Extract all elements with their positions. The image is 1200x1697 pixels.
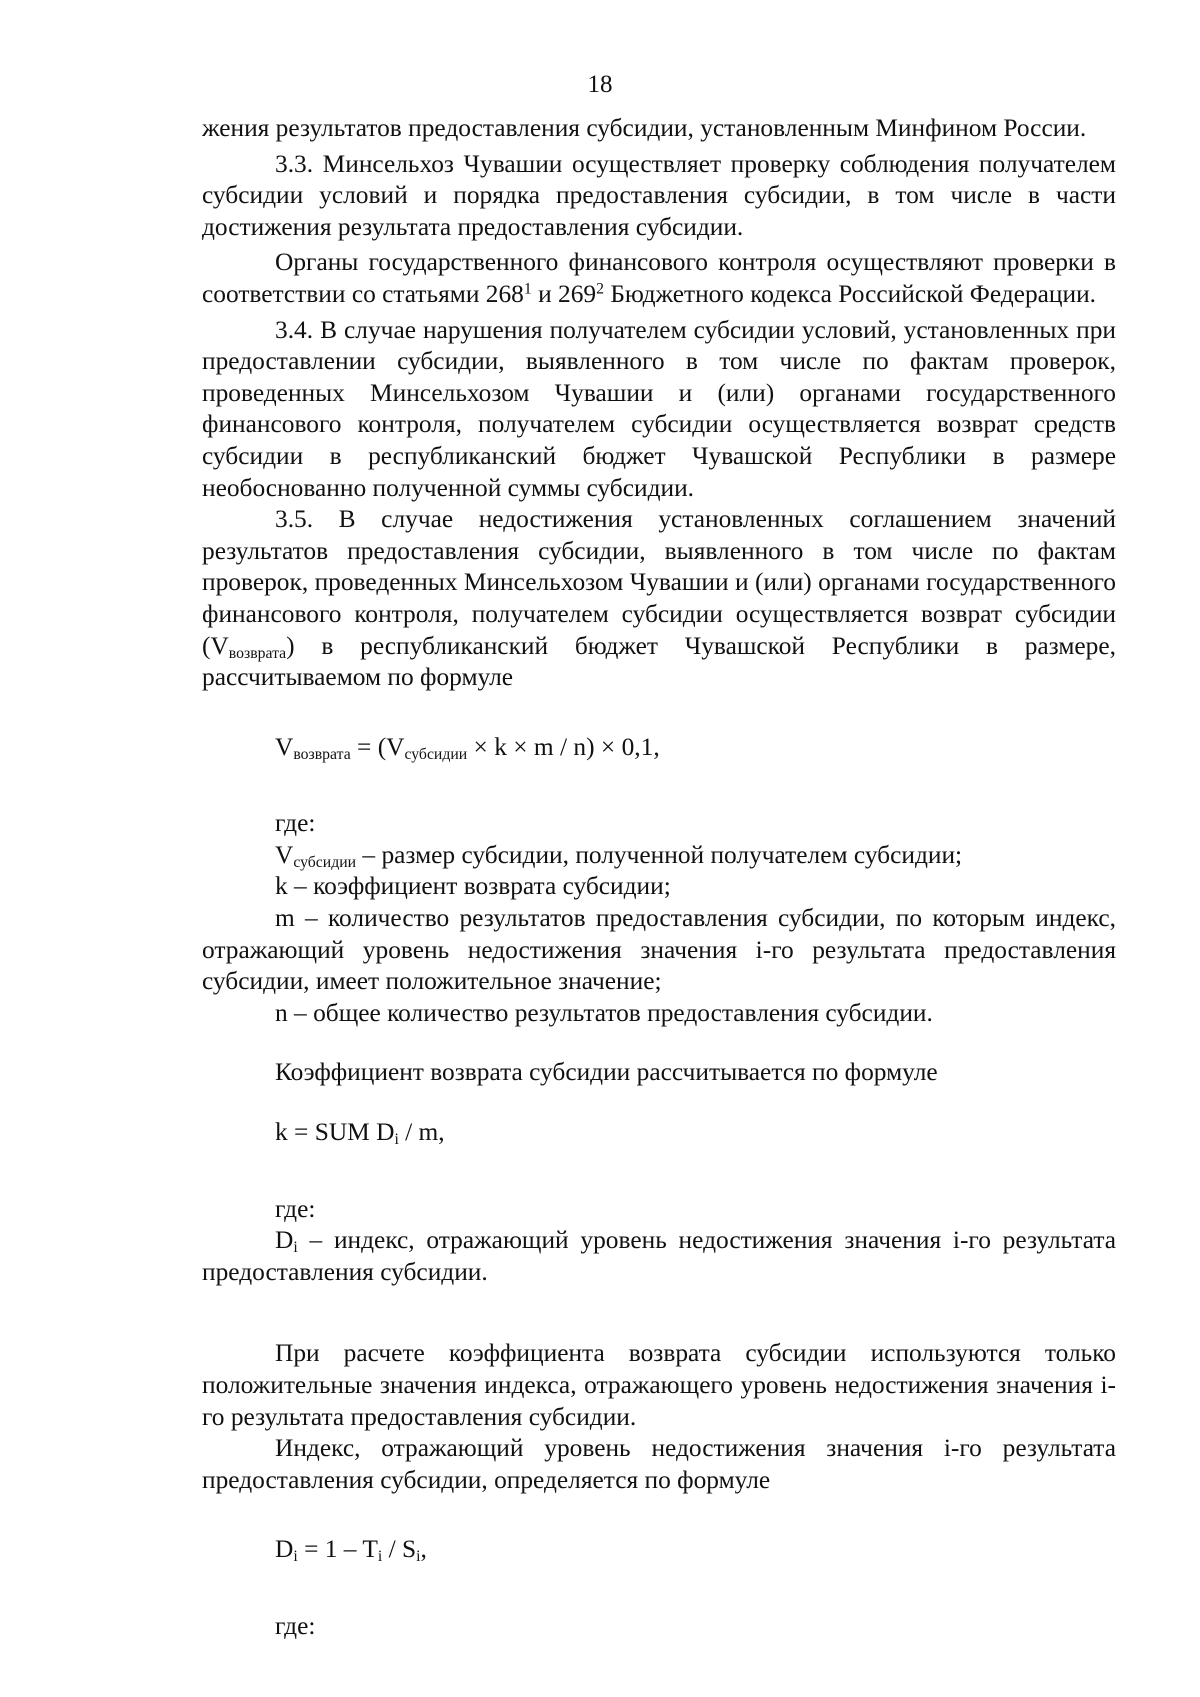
paragraph-3-3: 3.3. Минсельхоз Чувашии осуществляет проверку соблюдения получателем субсидии условий и порядка предоставления субсидии, в том числе в части достижения результата предоставления субсидии.	[202, 149, 1116, 241]
definition-n: n – общее количество результатов предоставления субсидии.	[275, 998, 933, 1027]
paragraph-coefficient: Коэффициент возврата субсидии рассчитывается по формуле	[275, 1058, 938, 1087]
where-label-2: где:	[275, 1194, 316, 1223]
definition-d-i: $D_i$ – индекс, отражающий уровень недостижения значения i-го результата предоставления субсидии.	[202, 1226, 1116, 1286]
where-label-1: где:	[275, 809, 316, 838]
definition-k: k – коэффициент возврата субсидии;	[275, 872, 671, 901]
formula-k: k = SUM $D_i$ / m,	[275, 1118, 445, 1148]
page-number: 18	[587, 71, 613, 98]
paragraph-continuation: жения результатов предоставления субсидии, установленным Минфином России.	[202, 114, 1087, 142]
document-body	[202, 113, 1116, 1643]
paragraph-3-4: 3.4. В случае нарушения получателем субсидии условий, установленных при предоставлении субсидии, выявленного в том числе по фактам проверок, проведенных Минсельхозом Чувашии и (или) органами государственного финансового контроля, получателем субсидии осуществляется возврат средств субсидии в республиканский бюджет Чувашской Республики в размере необоснованно полученной суммы субсидии.	[202, 315, 1116, 502]
paragraph-3-5: 3.5. В случае недостижения установленных соглашением значений результатов предоставления субсидии, выявленного в том числе по фактам проверок, проведенных Минсельхозом Чувашии и (или) органами государственного финансового контроля, получателем субсидии осуществляется возврат субсидии $(V_{возврата})$ в республиканский бюджет Чувашской Республики в размере, рассчитываемом по формуле	[202, 505, 1116, 692]
where-label-3: где:	[275, 1611, 316, 1640]
paragraph-control-bodies: Органы государственного финансового контроля осуществляют проверки в соответствии со статьями $268^1$ и $269^2$ Бюджетного кодекса Российской Федерации.	[202, 248, 1116, 308]
paragraph-positive-values: При расчете коэффициента возврата субсидии используются только положительные значения индекса, отражающего уровень недостижения значения i-го результата предоставления субсидии.	[202, 1339, 1116, 1431]
definition-v-subsidy: $V_{субсидии}$ – размер субсидии, полученной получателем субсидии;	[275, 840, 963, 871]
formula-v-return: $V_{возврата} = (V_{субсидии} \times k \times m / n) \times 0,1$,	[275, 732, 660, 763]
formula-d-i: $D_i = 1 - T_i / S_i$,	[275, 1535, 427, 1566]
paragraph-index-formula: Индекс, отражающий уровень недостижения значения i-го результата предоставления субсидии, определяется по формуле	[202, 1434, 1116, 1494]
definition-m: m – количество результатов предоставления субсидии, по которым индекс, отражающий уровень недостижения значения i-го результата предоставления субсидии, имеет положительное значение;	[202, 904, 1116, 996]
